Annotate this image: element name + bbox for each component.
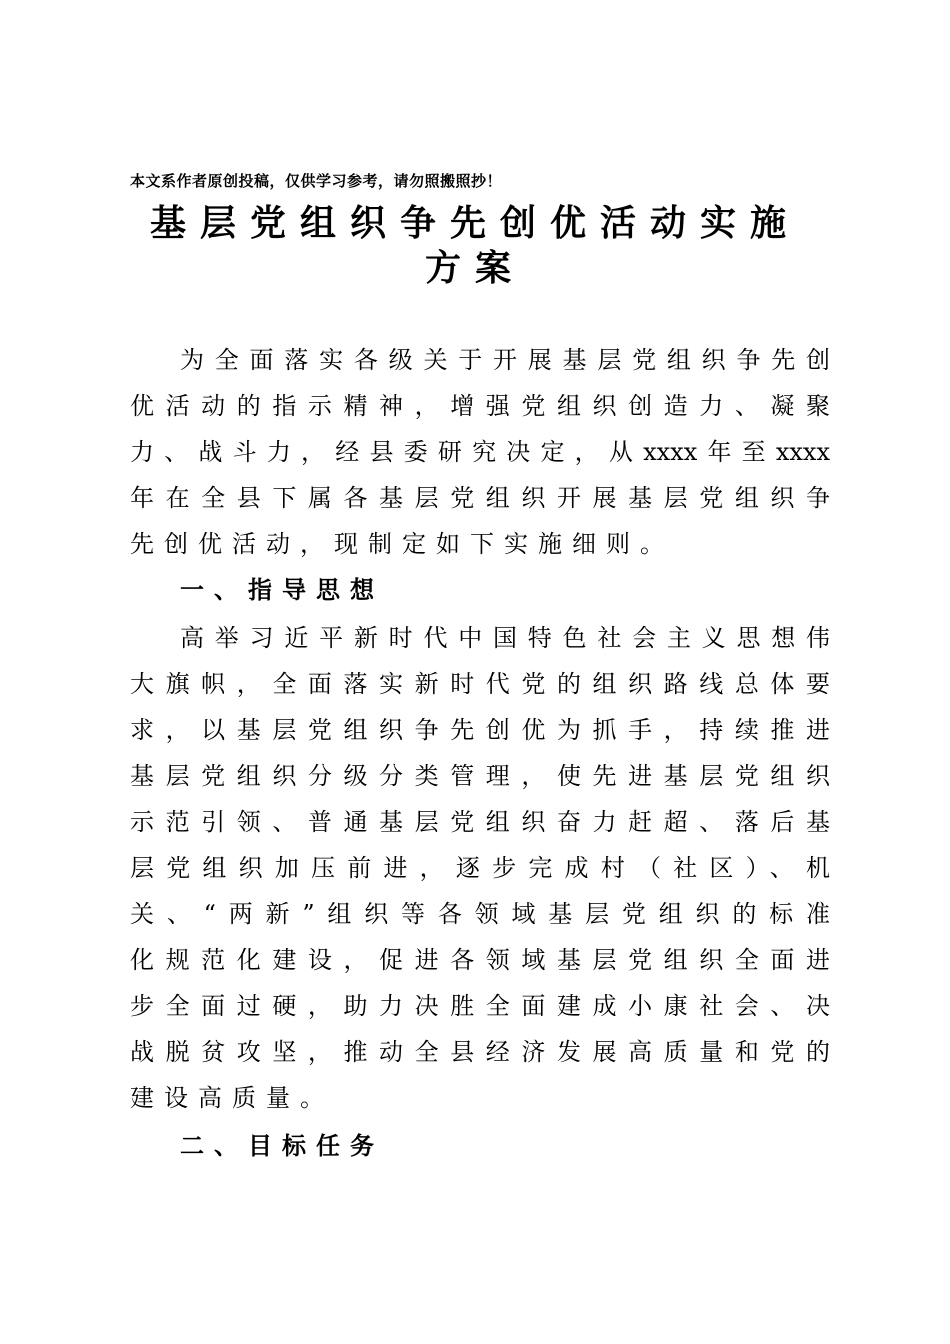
- section1-line: 层党组织加压前进，逐步完成村（社区）、机: [130, 854, 830, 882]
- section1-line: 求，以基层党组织争先创优为抓手，持续推进: [130, 716, 830, 744]
- section1-line: 建设高质量。: [130, 1084, 334, 1112]
- document-title-line-1: 基层党组织争先创优活动实施: [149, 202, 800, 244]
- intro-line: 力、战斗力，经县委研究决定，从xxxx年至xxxx: [130, 438, 830, 466]
- section1-line: 基层党组织分级分类管理，使先进基层党组织: [130, 762, 830, 790]
- intro-line: 先创优活动，现制定如下实施细则。: [130, 530, 674, 558]
- intro-line: 为全面落实各级关于开展基层党组织争先创: [180, 346, 830, 374]
- section1-line: 大旗帜，全面落实新时代党的组织路线总体要: [130, 670, 830, 698]
- intro-line: 年在全县下属各基层党组织开展基层党组织争: [130, 484, 830, 512]
- section-heading-guiding-ideology: 一、指导思想: [180, 576, 384, 604]
- intro-line: 优活动的指示精神，增强党组织创造力、凝聚: [130, 392, 830, 420]
- copyright-notice: 本文系作者原创投稿，仅供学习参考，请勿照搬照抄！: [130, 172, 503, 190]
- section1-line: 战脱贫攻坚，推动全县经济发展高质量和党的: [130, 1038, 830, 1066]
- section1-line: 示范引领、普通基层党组织奋力赶超、落后基: [130, 808, 830, 836]
- section1-line: 关、“两新”组织等各领域基层党组织的标准: [130, 900, 830, 928]
- section-heading-goals-tasks: 二、目标任务: [180, 1132, 384, 1160]
- section1-line: 化规范化建设，促进各领域基层党组织全面进: [130, 946, 830, 974]
- document-title-line-2: 方案: [424, 247, 525, 289]
- section1-line: 步全面过硬，助力决胜全面建成小康社会、决: [130, 992, 830, 1020]
- section1-line: 高举习近平新时代中国特色社会主义思想伟: [180, 624, 830, 652]
